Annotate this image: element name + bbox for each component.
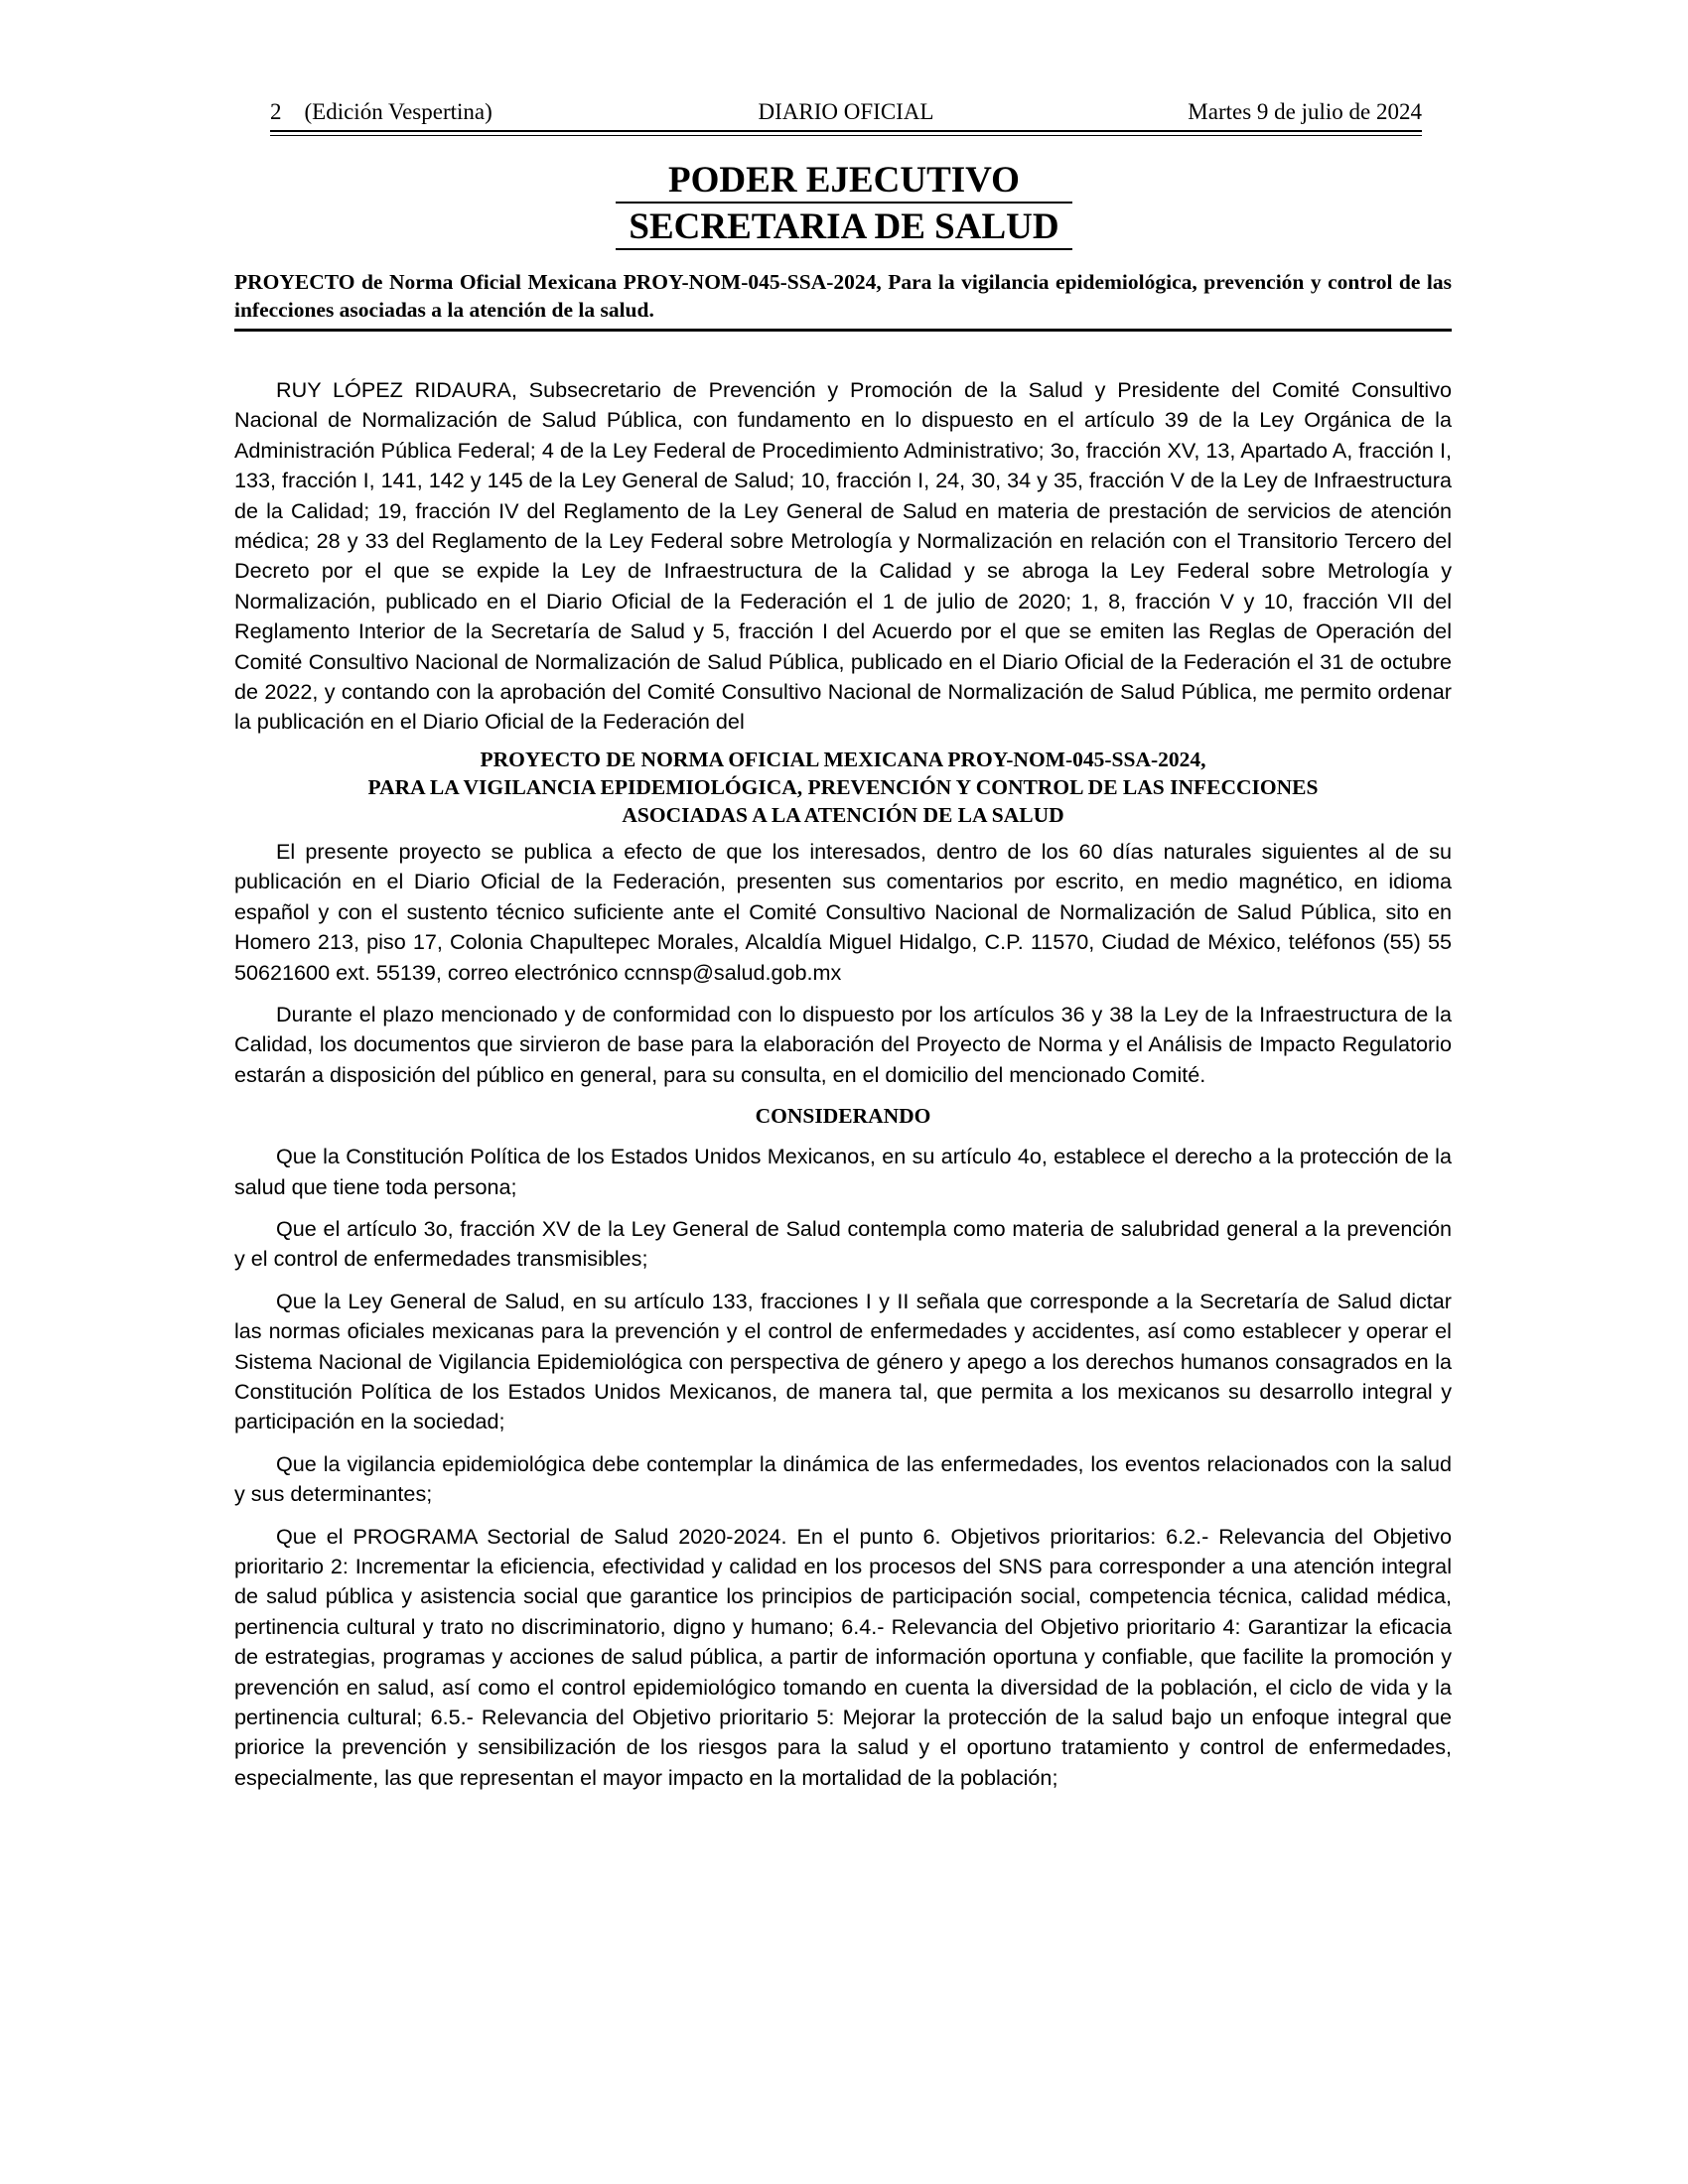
norm-heading: [234, 746, 1452, 829]
norm-heading-line: PARA LA VIGILANCIA EPIDEMIOLÓGICA, PREVENCIÓN Y CONTROL DE LAS INFECCIONES: [367, 774, 1319, 799]
document-title-rest: de Norma Oficial Mexicana PROY-NOM-045-SSA-2024, Para la vigilancia epidemiológica, prevención y control de las infecciones asociadas a la atención de la salud.: [234, 270, 1452, 322]
running-header: [270, 97, 1422, 133]
ministry-title: SECRETARIA DE SALUD: [629, 206, 1059, 247]
header-rule-thick: [270, 130, 1422, 132]
document-title-rule: [234, 329, 1452, 332]
document-title-lead: PROYECTO: [234, 270, 355, 294]
considerando-heading: CONSIDERANDO: [755, 1104, 931, 1129]
considerando-paragraph: Que la Constitución Política de los Estados Unidos Mexicanos, en su artículo 4o, establece el derecho a la protección de la salud que tiene toda persona;: [234, 1144, 1452, 1199]
document-title: [234, 268, 1452, 324]
considerando-paragraph: Que la Ley General de Salud, en su artículo 133, fracciones I y II señala que corresponde a la Secretaría de Salud dictar las normas oficiales mexicanas para la prevención y el control de enfermedades y accidentes, así como establecer y operar el Sistema Nacional de Vigilancia Epidemiológica con perspectiva de género y apego a los derechos humanos consagrados en la Constitución Política de los Estados Unidos Mexicanos, de manera tal, que permita a los mexicanos su desarrollo integral y participación en la sociedad;: [234, 1288, 1452, 1434]
norm-heading-line: PROYECTO DE NORMA OFICIAL MEXICANA PROY-NOM-045-SSA-2024,: [480, 747, 1206, 771]
publication-date: Martes 9 de julio de 2024: [1188, 99, 1422, 124]
branch-title-underline: [616, 202, 1072, 204]
branch-title: PODER EJECUTIVO: [668, 160, 1020, 201]
edition-label: (Edición Vespertina): [304, 99, 492, 124]
consultation-paragraph: Durante el plazo mencionado y de conformidad con lo dispuesto por los artículos 36 y 38 la Ley de la Infraestructura de la Calidad, los documentos que sirvieron de base para la elaboración del Proyecto de Norma y el Análisis de Impacto Regulatorio estarán a disposición del público en general, para su consulta, en el domicilio del mencionado Comité.: [234, 1001, 1452, 1087]
intro-paragraph: RUY LÓPEZ RIDAURA, Subsecretario de Prevención y Promoción de la Salud y Presidente del Comité Consultivo Nacional de Normalización de Salud Pública, con fundamento en lo dispuesto en el artículo 39 de la Ley Orgánica de la Administración Pública Federal; 4 de la Ley Federal de Procedimiento Administrativo; 3o, fracción XV, 13, Apartado A, fracción I, 133, fracción I, 141, 142 y 145 de la Ley General de Salud; 10, fracción I, 24, 30, 34 y 35, fracción V de la Ley de Infraestructura de la Calidad; 19, fracción IV del Reglamento de la Ley General de Salud en materia de prestación de servicios de atención médica; 28 y 33 del Reglamento de la Ley Federal sobre Metrología y Normalización en relación con el Transitorio Tercero del Decreto por el que se expide la Ley de Infraestructura de la Calidad y se abroga la Ley Federal sobre Metrología y Normalización, publicado en el Diario Oficial de la Federación el 1 de julio de 2020; 1, 8, fracción V y 10, fracción VII del Reglamento Interior de la Secretaría de Salud y 5, fracción I del Acuerdo por el que se emiten las Reglas de Operación del Comité Consultivo Nacional de Normalización de Salud Pública, publicado en el Diario Oficial de la Federación el 31 de octubre de 2022, y contando con la aprobación del Comité Consultivo Nacional de Normalización de Salud Pública, me permito ordenar la publicación en el Diario Oficial de la Federación del: [234, 377, 1452, 735]
document-body: [234, 375, 1452, 1805]
header-rule-thin: [270, 135, 1422, 136]
comments-paragraph: El presente proyecto se publica a efecto de que los interesados, dentro de los 60 días naturales siguientes al de su publicación en el Diario Oficial de la Federación, presenten sus comentarios por escrito, en medio magnético, en idioma español y con el sustento técnico suficiente ante el Comité Consultivo Nacional de Normalización de Salud Pública, sito en Homero 213, piso 17, Colonia Chapultepec Morales, Alcaldía Miguel Hidalgo, C.P. 11570, Ciudad de México, teléfonos (55) 55 50621600 ext. 55139, correo electrónico ccnnsp@salud.gob.mx: [234, 838, 1452, 985]
ministry-title-underline: [616, 248, 1072, 250]
page-number: 2: [270, 99, 282, 124]
considerando-paragraph: Que el PROGRAMA Sectorial de Salud 2020-2024. En el punto 6. Objetivos prioritarios: 6.2.- Relevancia del Objetivo prioritario 2: Incrementar la eficiencia, efectividad y calidad en los procesos del SNS para corresponder a una atención integral de salud pública y asistencia social que garantice los principios de participación social, competencia técnica, calidad médica, pertinencia cultural y trato no discriminatorio, digno y humano; 6.4.- Relevancia del Objetivo prioritario 4: Garantizar la eficacia de estrategias, programas y acciones de salud pública, a partir de información oportuna y confiable, que facilite la promoción y prevención en salud, así como el control epidemiológico tomando en cuenta la diversidad de la población, el ciclo de vida y la pertinencia cultural; 6.5.- Relevancia del Objetivo prioritario 5: Mejorar la protección de la salud bajo un enfoque integral que priorice la prevención y sensibilización de los riesgos para la salud y el oportuno tratamiento y control de enfermedades, especialmente, las que representan el mayor impacto en la mortalidad de la población;: [234, 1523, 1452, 1790]
considerando-paragraph: Que la vigilancia epidemiológica debe contemplar la dinámica de las enfermedades, los eventos relacionados con la salud y sus determinantes;: [234, 1450, 1452, 1507]
publication-name: DIARIO OFICIAL: [758, 99, 934, 124]
considerando-paragraph: Que el artículo 3o, fracción XV de la Ley General de Salud contempla como materia de salubridad general a la prevención y el control de enfermedades transmisibles;: [234, 1215, 1452, 1272]
norm-heading-line: ASOCIADAS A LA ATENCIÓN DE LA SALUD: [622, 802, 1064, 827]
